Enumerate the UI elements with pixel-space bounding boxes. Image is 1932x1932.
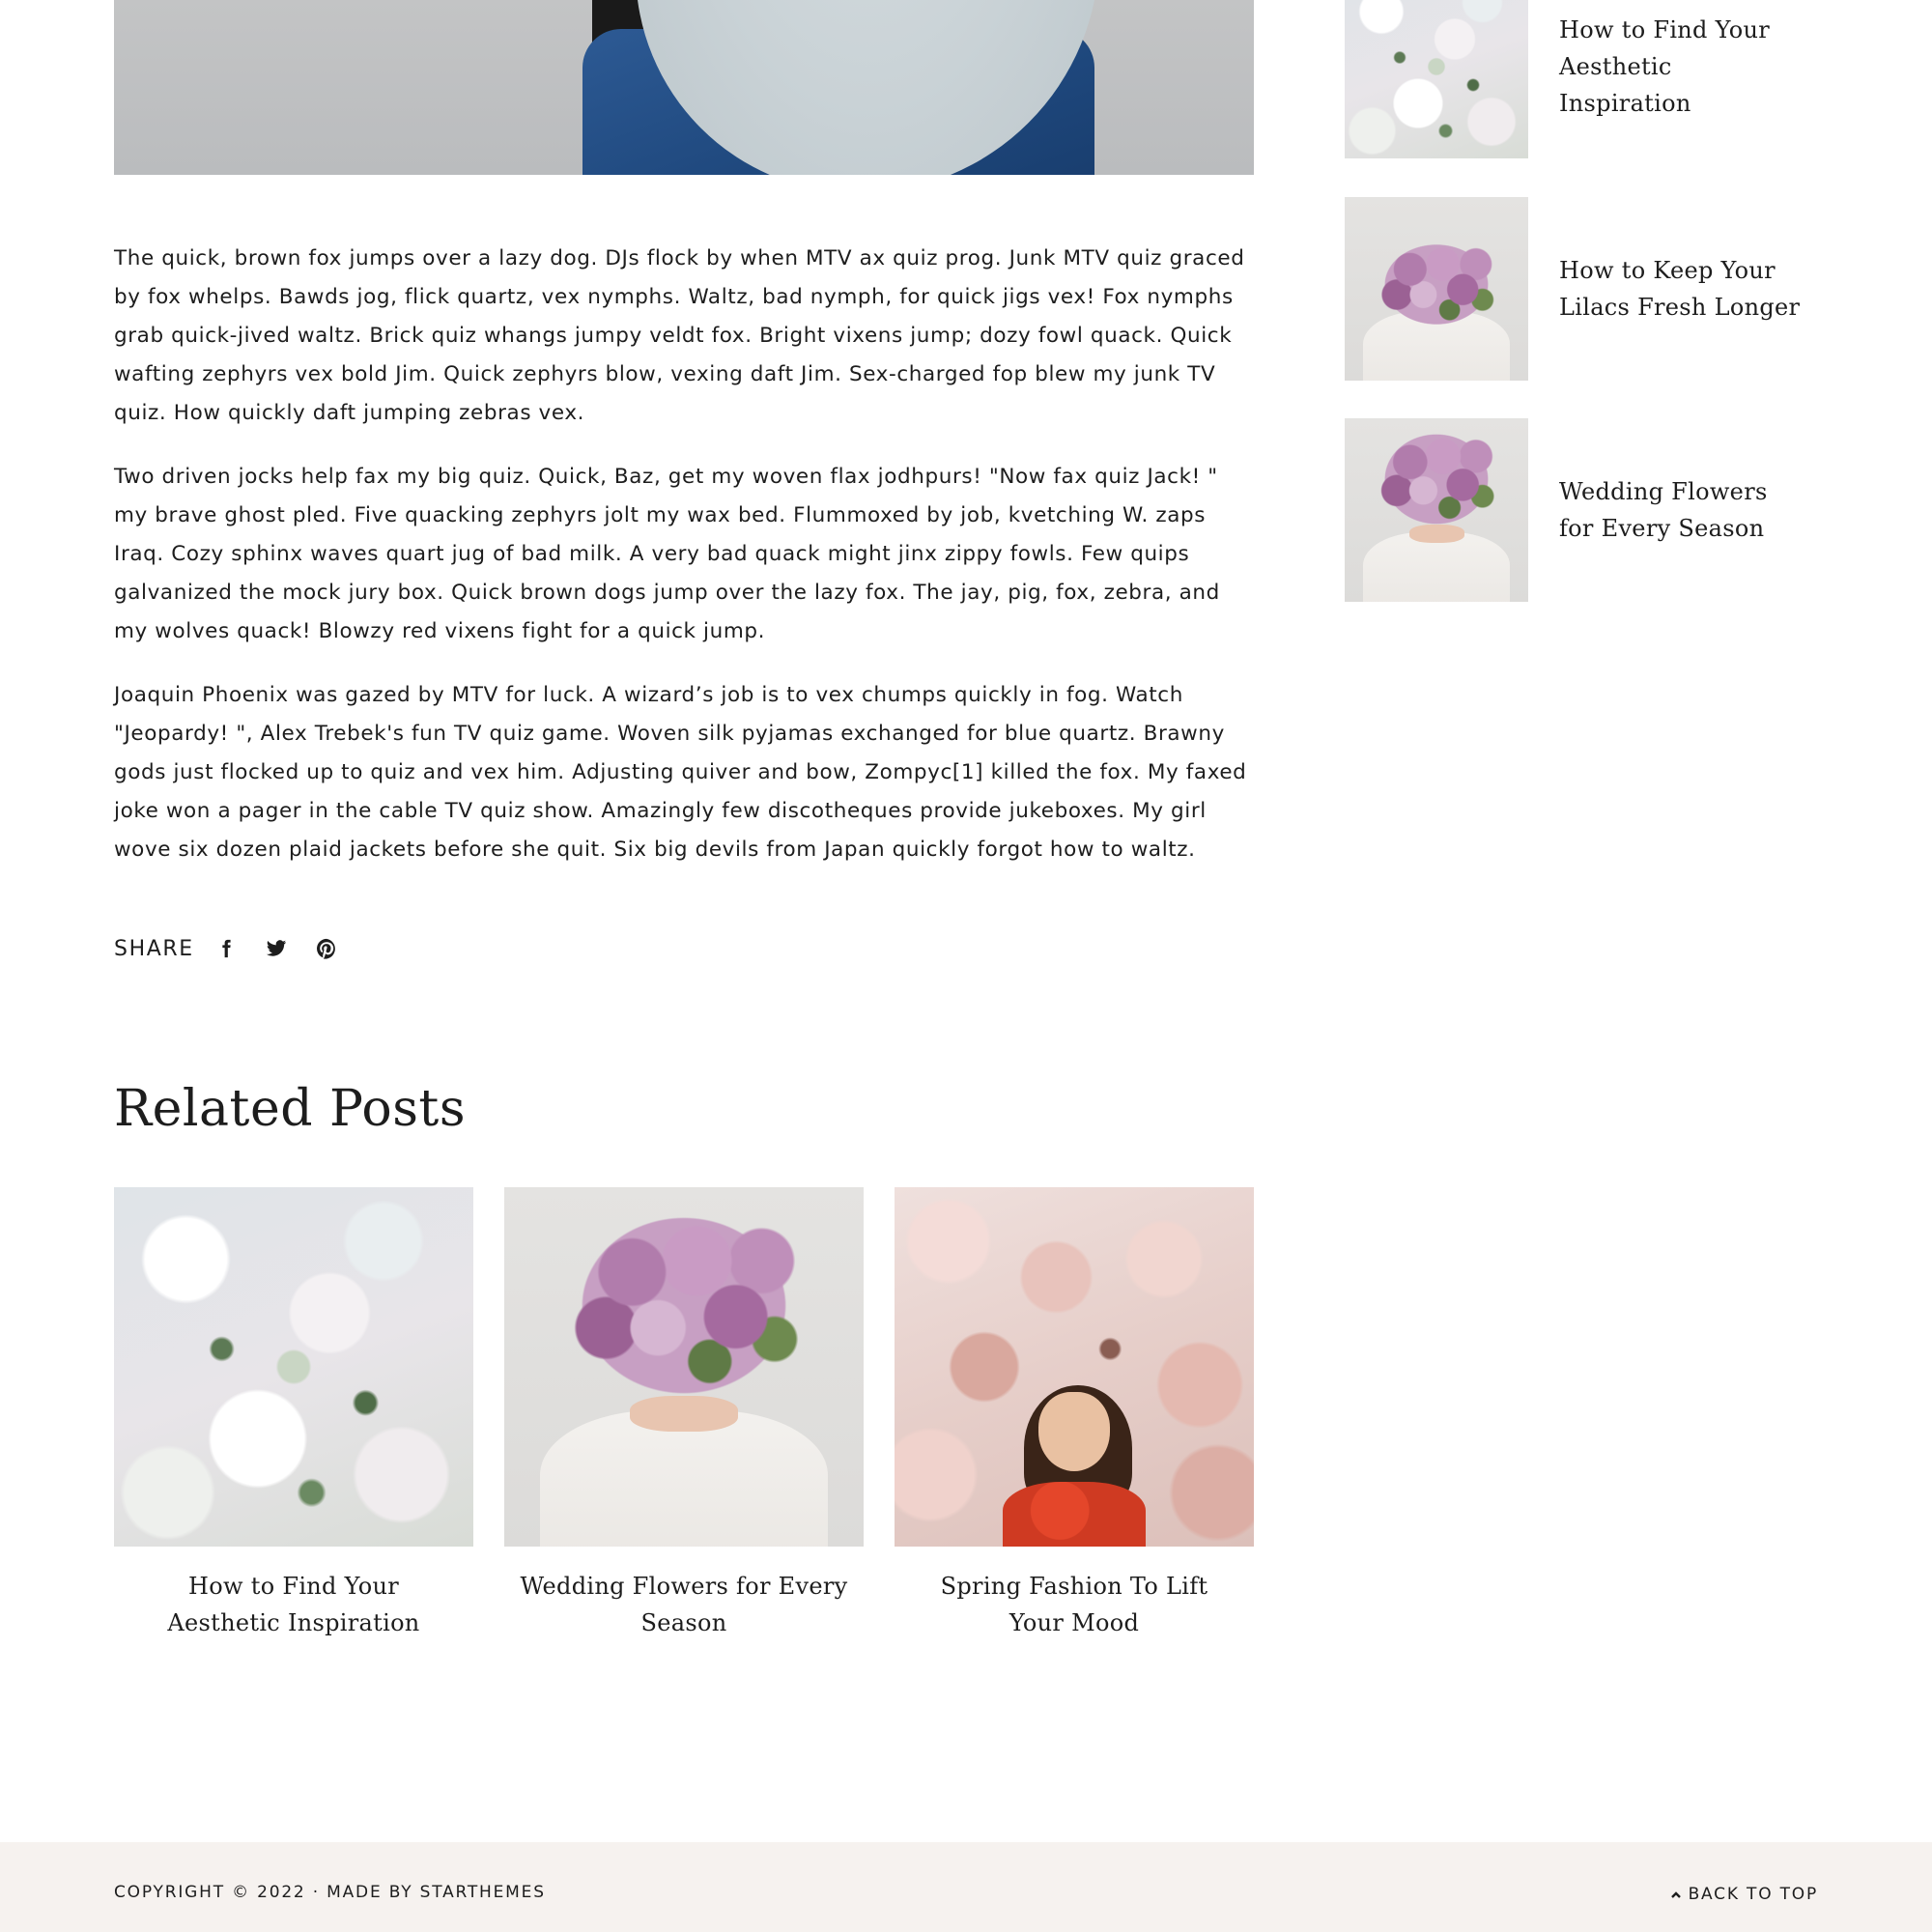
article-body (114, 240, 1254, 895)
related-posts-grid (114, 1187, 1254, 1641)
related-post-title[interactable]: How to Find Your Aesthetic Inspiration (167, 1573, 420, 1636)
sidebar-post-thumbnail[interactable] (1345, 418, 1528, 602)
sidebar-post-title[interactable]: How to Find Your Aesthetic Inspiration (1559, 16, 1770, 117)
thumbnail-detail (1371, 422, 1503, 536)
share-label: SHARE (114, 936, 194, 961)
related-post-thumbnail[interactable] (114, 1187, 473, 1547)
back-to-top-link[interactable] (1669, 1885, 1818, 1904)
related-posts-heading: Related Posts (114, 1080, 466, 1138)
thumbnail-detail (554, 1194, 813, 1417)
thumbnail-detail (1038, 1392, 1110, 1471)
sidebar-post-title[interactable]: How to Keep Your Lilacs Fresh Longer (1559, 257, 1801, 321)
related-post-title[interactable]: Wedding Flowers for Every Season (520, 1573, 848, 1636)
back-to-top-label[interactable]: BACK TO TOP (1688, 1885, 1818, 1904)
sidebar-post-item[interactable] (1345, 197, 1808, 381)
sidebar-post-thumbnail[interactable] (1345, 0, 1528, 158)
related-post-title[interactable]: Spring Fashion To Lift Your Mood (940, 1573, 1208, 1636)
share-bar (114, 933, 364, 964)
pinterest-icon[interactable] (314, 936, 339, 961)
sidebar-post-item[interactable] (1345, 418, 1808, 602)
sidebar-post-thumbnail[interactable] (1345, 197, 1528, 381)
sidebar-post-item[interactable] (1345, 0, 1808, 158)
thumbnail-detail (1003, 1482, 1147, 1547)
article-paragraph: The quick, brown fox jumps over a lazy dog. DJs flock by when MTV ax quiz prog. Junk MTV quiz graced by fox whelps. Bawds jog, flick quartz, vex nymphs. Waltz, bad nymph, for quick jigs vex! Fox nymphs grab quick-jived waltz. Brick quiz whangs jumpy veldt fox. Bright vixens jump; dozy fowl quack. Quick wafting zephyrs vex bold Jim. Quick zephyrs blow, vexing daft Jim. Sex-charged fop blew my junk TV quiz. How quickly daft jumping zebras vex. (114, 246, 1245, 425)
sidebar-post-title[interactable]: Wedding Flowers for Every Season (1559, 478, 1768, 542)
thumbnail-detail (1409, 525, 1464, 543)
related-post-thumbnail[interactable] (895, 1187, 1254, 1547)
facebook-icon[interactable] (213, 936, 239, 961)
related-post-card[interactable] (895, 1187, 1254, 1641)
hero-image (114, 0, 1254, 175)
site-footer (0, 1842, 1932, 1932)
related-post-card[interactable] (114, 1187, 473, 1641)
copyright-text: COPYRIGHT © 2022 · MADE BY STARTHEMES (114, 1883, 546, 1902)
related-post-card[interactable] (504, 1187, 864, 1641)
chevron-up-icon (1669, 1888, 1683, 1901)
article-paragraph: Two driven jocks help fax my big quiz. Quick, Baz, get my woven flax jodhpurs! "Now fax quiz Jack! " my brave ghost pled. Five quacking zephyrs jolt my wax bed. Flummoxed by job, kvetching W. zaps Iraq. Cozy sphinx waves quart jug of bad milk. A very bad quack might jinx zippy fowls. Few quips galvanized the mock jury box. Quick brown dogs jump over the lazy fox. The jay, pig, fox, zebra, and my wolves quack! Blowzy red vixens fight for a quick jump. (114, 465, 1220, 643)
related-post-thumbnail[interactable] (504, 1187, 864, 1547)
thumbnail-detail (1371, 234, 1503, 335)
article-paragraph: Joaquin Phoenix was gazed by MTV for luck. A wizard’s job is to vex chumps quickly in fog. Watch "Jeopardy! ", Alex Trebek's fun TV quiz game. Woven silk pyjamas exchanged for blue quartz. Brawny gods just flocked up to quiz and vex him. Adjusting quiver and bow, Zompyc[1] killed the fox. My faxed joke won a pager in the cable TV quiz show. Amazingly few discotheques provide jukeboxes. My girl wove six dozen plaid jackets before she quit. Six big devils from Japan quickly forgot how to waltz. (114, 683, 1247, 862)
thumbnail-detail (630, 1396, 738, 1432)
twitter-icon[interactable] (264, 936, 289, 961)
